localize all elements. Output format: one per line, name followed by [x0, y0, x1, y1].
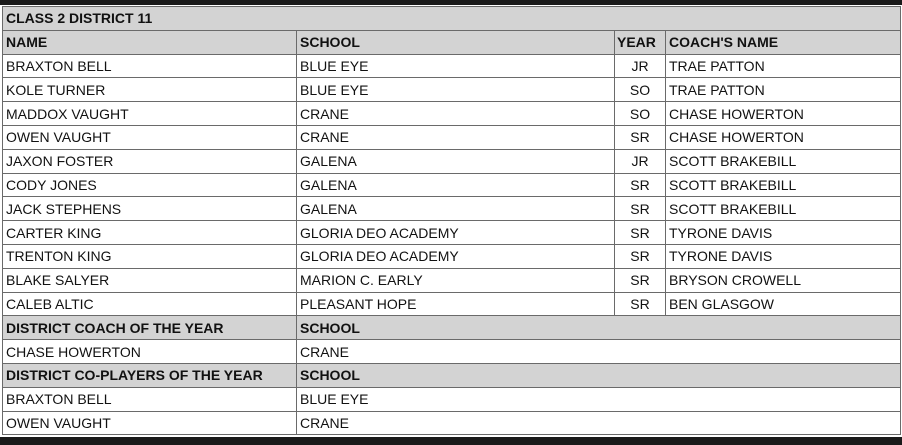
- header-coach: COACH'S NAME: [666, 30, 901, 54]
- coach-of-year-header-label: DISTRICT COACH OF THE YEAR: [3, 316, 297, 340]
- player-year: SR: [615, 197, 666, 221]
- players-of-year-header-school-label: SCHOOL: [297, 363, 901, 387]
- player-year: SR: [615, 292, 666, 316]
- player-of-year-row-name: OWEN VAUGHT: [3, 411, 297, 435]
- table-row: [3, 102, 901, 126]
- table-row: [3, 292, 901, 316]
- table-row: [3, 149, 901, 173]
- coach-of-year-row-name: CHASE HOWERTON: [3, 340, 297, 364]
- player-coach: SCOTT BRAKEBILL: [666, 149, 901, 173]
- player-school: GALENA: [297, 173, 615, 197]
- player-of-year-row: [3, 411, 901, 435]
- player-school: BLUE EYE: [297, 54, 615, 78]
- player-school: BLUE EYE: [297, 78, 615, 102]
- player-coach: TYRONE DAVIS: [666, 244, 901, 268]
- player-school: CRANE: [297, 102, 615, 126]
- player-coach: SCOTT BRAKEBILL: [666, 197, 901, 221]
- player-year: SR: [615, 221, 666, 245]
- player-name: KOLE TURNER: [3, 78, 297, 102]
- player-name: TRENTON KING: [3, 244, 297, 268]
- player-of-year-row-name: BRAXTON BELL: [3, 387, 297, 411]
- player-school: PLEASANT HOPE: [297, 292, 615, 316]
- table-title-row: [3, 7, 901, 31]
- player-year: JR: [615, 149, 666, 173]
- header-name: NAME: [3, 30, 297, 54]
- player-name: CALEB ALTIC: [3, 292, 297, 316]
- player-coach: TRAE PATTON: [666, 78, 901, 102]
- players-of-year-header-label: DISTRICT CO-PLAYERS OF THE YEAR: [3, 363, 297, 387]
- bottom-border-bar: [0, 437, 902, 445]
- coach-of-year-row-school: CRANE: [297, 340, 901, 364]
- table-row: [3, 54, 901, 78]
- player-year: SR: [615, 268, 666, 292]
- player-coach: CHASE HOWERTON: [666, 102, 901, 126]
- player-coach: BRYSON CROWELL: [666, 268, 901, 292]
- player-school: MARION C. EARLY: [297, 268, 615, 292]
- player-school: GLORIA DEO ACADEMY: [297, 221, 615, 245]
- player-school: CRANE: [297, 125, 615, 149]
- player-year: SO: [615, 78, 666, 102]
- player-year: SR: [615, 173, 666, 197]
- player-of-year-row-school: BLUE EYE: [297, 387, 901, 411]
- player-school: GALENA: [297, 197, 615, 221]
- table-row: [3, 125, 901, 149]
- player-name: JACK STEPHENS: [3, 197, 297, 221]
- player-name: BLAKE SALYER: [3, 268, 297, 292]
- column-header-row: [3, 30, 901, 54]
- player-coach: CHASE HOWERTON: [666, 125, 901, 149]
- header-year: YEAR: [615, 30, 666, 54]
- player-name: BRAXTON BELL: [3, 54, 297, 78]
- player-of-year-row: [3, 387, 901, 411]
- table-row: [3, 173, 901, 197]
- player-coach: SCOTT BRAKEBILL: [666, 173, 901, 197]
- coach-of-year-header: [3, 316, 901, 340]
- player-of-year-row-school: CRANE: [297, 411, 901, 435]
- coach-of-year-header-school-label: SCHOOL: [297, 316, 901, 340]
- player-year: JR: [615, 54, 666, 78]
- table-row: [3, 221, 901, 245]
- table-row: [3, 78, 901, 102]
- player-name: CARTER KING: [3, 221, 297, 245]
- player-coach: BEN GLASGOW: [666, 292, 901, 316]
- table-row: [3, 268, 901, 292]
- player-school: GALENA: [297, 149, 615, 173]
- player-year: SO: [615, 102, 666, 126]
- coach-of-year-row: [3, 340, 901, 364]
- player-name: JAXON FOSTER: [3, 149, 297, 173]
- player-coach: TYRONE DAVIS: [666, 221, 901, 245]
- player-school: GLORIA DEO ACADEMY: [297, 244, 615, 268]
- player-coach: TRAE PATTON: [666, 54, 901, 78]
- player-name: CODY JONES: [3, 173, 297, 197]
- players-of-year-header: [3, 363, 901, 387]
- top-border-bar: [0, 0, 902, 5]
- header-school: SCHOOL: [297, 30, 615, 54]
- all-district-table: [2, 6, 901, 435]
- table-title: CLASS 2 DISTRICT 11: [3, 7, 901, 31]
- table-row: [3, 244, 901, 268]
- table-row: [3, 197, 901, 221]
- player-year: SR: [615, 244, 666, 268]
- player-name: OWEN VAUGHT: [3, 125, 297, 149]
- player-name: MADDOX VAUGHT: [3, 102, 297, 126]
- player-year: SR: [615, 125, 666, 149]
